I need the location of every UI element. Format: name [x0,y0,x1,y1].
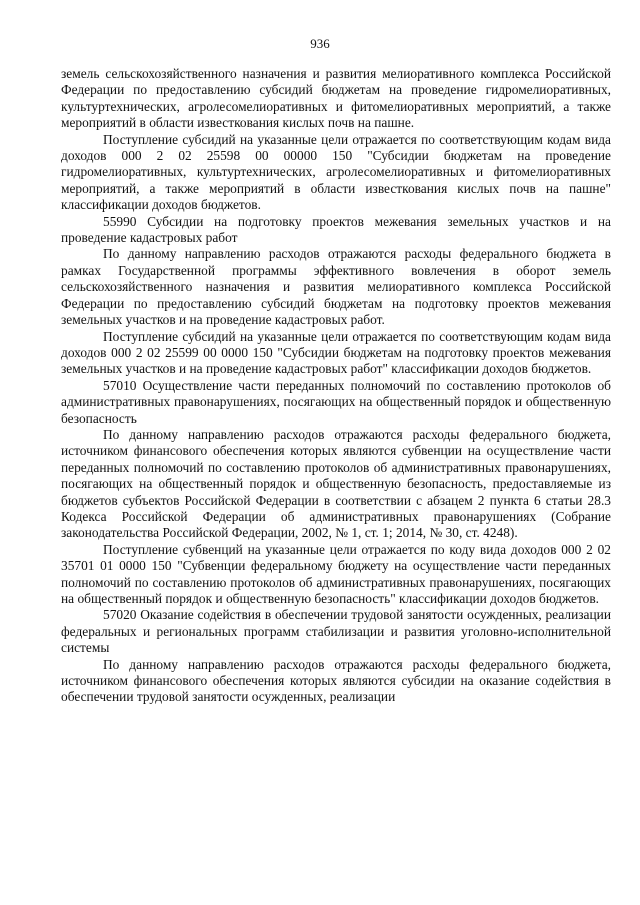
paragraph: Поступление субвенций на указанные цели отражается по коду вида доходов 000 2 02 35701 01 0000 150 "Субвенции федеральному бюджету на осуществление части переданных полномочий по составлению протоколов об административных правонарушениях, посягающих на общественный порядок и общественную безопасность" классификации доходов бюджетов. [61,541,611,606]
section-heading: 55990 Субсидии на подготовку проектов межевания земельных участков и на проведение кадастровых работ [61,213,611,246]
paragraph: Поступление субсидий на указанные цели отражается по соответствующим кодам вида доходов 000 2 02 25599 00 0000 150 "Субсидии бюджетам на подготовку проектов межевания земельных участков и на проведение кадастровых работ" классификации доходов бюджетов. [61,328,611,377]
paragraph: Поступление субсидий на указанные цели отражается по соответствующим кодам вида доходов 000 2 02 25598 00 00000 150 "Субсидии бюджетам на проведение гидромелиоративных, культуртехнических, агролесомелиоративных и фитомелиоративных мероприятий, а также мероприятий в области известкования кислых почв на пашне" классификации доходов бюджетов. [61,131,611,213]
document-body [61,66,611,706]
paragraph: По данному направлению расходов отражаются расходы федерального бюджета, источником финансового обеспечения которых являются субсидии на оказание содействия в обеспечении трудовой занятости осужденных, реализации [61,656,611,705]
section-heading: 57010 Осуществление части переданных полномочий по составлению протоколов об административных правонарушениях, посягающих на общественный порядок и общественную безопасность [61,377,611,426]
page-number: 936 [310,36,330,51]
section-heading: 57020 Оказание содействия в обеспечении трудовой занятости осужденных, реализации федеральных и региональных программ стабилизации и развития уголовно-исполнительной системы [61,607,611,656]
paragraph: земель сельскохозяйственного назначения и развития мелиоративного комплекса Российской Федерации по предоставлению субсидий бюджетам на проведение гидромелиоративных, культуртехнических, агролесомелиоративных и фитомелиоративных мероприятий, а также мероприятий в области известкования кислых почв на пашне. [61,66,611,131]
paragraph: По данному направлению расходов отражаются расходы федерального бюджета, источником финансового обеспечения которых являются субвенции на осуществление части переданных полномочий по составлению протоколов об административных правонарушениях, посягающих на общественный порядок и общественную безопасность, предоставляемые из бюджетов субъектов Российской Федерации в соответствии с абзацем 2 пункта 6 статьи 28.3 Кодекса Российской Федерации об административных правонарушениях (Собрание законодательства Российской Федерации, 2002, № 1, ст. 1; 2014, № 30, ст. 4248). [61,426,611,541]
paragraph: По данному направлению расходов отражаются расходы федерального бюджета в рамках Государственной программы эффективного вовлечения в оборот земель сельскохозяйственного назначения и развития мелиоративного комплекса Российской Федерации по предоставлению субсидий бюджетам на подготовку проектов межевания земельных участков и на проведение кадастровых работ. [61,246,611,328]
